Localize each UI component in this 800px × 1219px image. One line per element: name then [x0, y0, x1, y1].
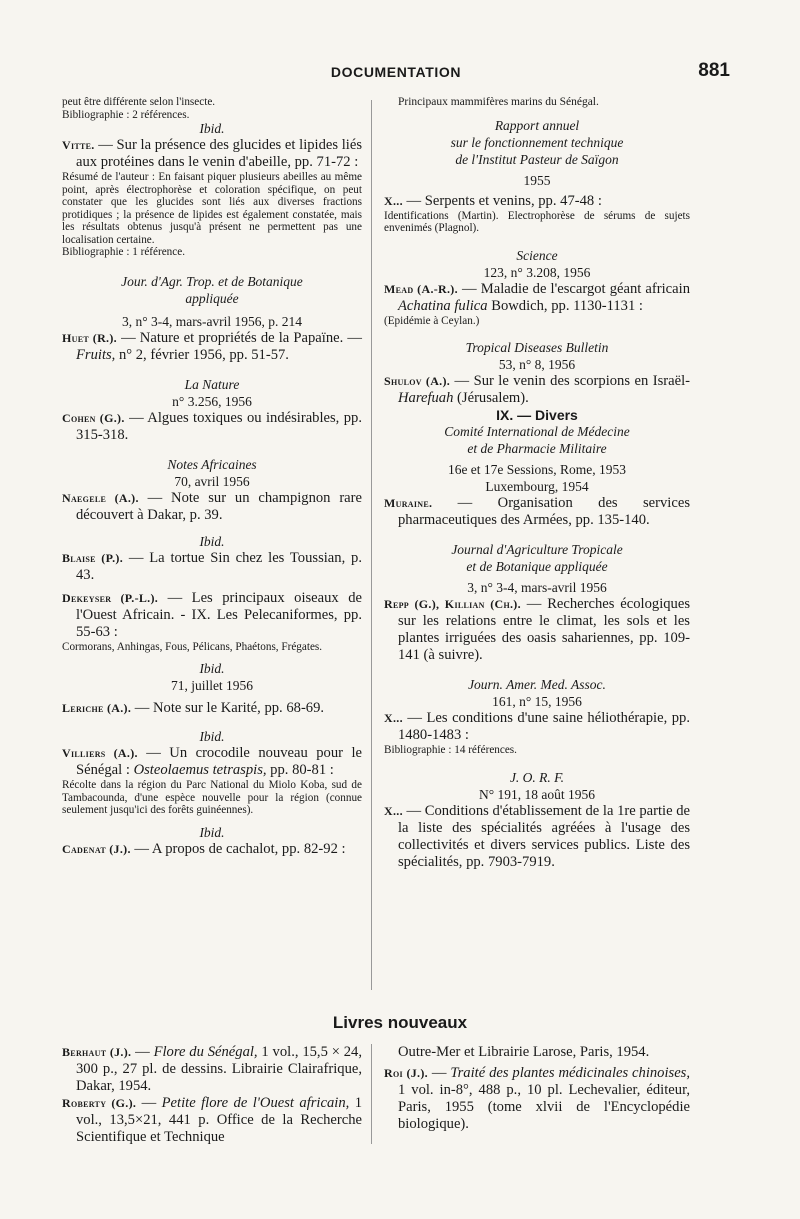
text-line: peut être différente selon l'insecte. [62, 96, 216, 108]
book-author: Roi (J.). [384, 1066, 428, 1080]
entry-author: Vitte. [62, 138, 95, 152]
entry-shulov [384, 373, 690, 407]
entry-title: — Note sur un champignon rare découvert à Dakar, p. 39. [76, 489, 362, 523]
entry-journal: Harefuah [398, 390, 454, 406]
book-roberty [62, 1095, 362, 1146]
entry-author: Shulov (A.). [384, 374, 451, 388]
source-issue: 70, avril 1956 [174, 473, 250, 489]
source-title: J. O. R. F. [509, 769, 565, 785]
page-number: 881 [698, 60, 730, 81]
entry-vitte [62, 137, 362, 171]
entry-author: Cohen (G.). [62, 410, 125, 425]
ibid-heading: Ibid. [199, 661, 225, 676]
entry-ref: n° 2, février 1956, pp. 51-57. [115, 346, 289, 363]
entry-journal: Fruits, [76, 346, 116, 363]
entry-note: Récolte dans la région du Parc National du Miolo Koba, sud de Tambacounda, d'une espèce nouvelle pour la région (connue seulement jusqu'ici des forêts guinéennes). [62, 779, 362, 816]
livres-left-column [62, 1044, 362, 1146]
book-title: Flore du Sénégal, [153, 1044, 258, 1060]
source-title: Comité International de Médecine [444, 424, 630, 439]
book-roi [384, 1065, 690, 1133]
entry-note: Résumé de l'auteur : En faisant piquer plusieurs abeilles au même point, après électrophorèse et coloration spécifique, on peut constater que les glucides sont liés aux diverses fractions protidiques ; la présence de lipides est également constatée, mais les résultats obtenus jusqu'à présent ne permettent pas une localisation certaine. [62, 171, 362, 246]
entry-title: — Note sur le Karité, pp. 68-69. [131, 700, 325, 716]
entry-leriche [62, 700, 362, 717]
entry-author: Dekeyser (P.-L.). [62, 590, 159, 605]
source-title: Tropical Diseases Bulletin [465, 340, 609, 355]
ibid-heading: Ibid. [199, 121, 225, 136]
source-title: La Nature [184, 376, 240, 392]
entry-dekeyser [62, 590, 362, 641]
entry-title: — Sur le venin des scorpions en Israël- [450, 373, 690, 389]
entry-muraine [384, 495, 690, 529]
entry-author: X... [384, 803, 403, 818]
bibliography-note: Bibliographie : 2 références. [62, 108, 190, 121]
source-title: Jour. d'Agr. Trop. et de Botanique [121, 273, 303, 289]
entry-naegele [62, 490, 362, 524]
book-details: 1 vol., 13,5×21, 441 p. Office de la Recherche Scientifique et Technique [76, 1095, 362, 1145]
entry-author: Huet (R.). [62, 330, 117, 345]
page-header [62, 60, 730, 86]
entry-cadenat [62, 841, 362, 858]
source-issue: 123, n° 3.208, 1956 [483, 264, 591, 280]
ibid-heading: Ibid. [199, 729, 225, 744]
entry-cohen [62, 410, 362, 444]
book-dash: — [136, 1095, 162, 1111]
book-author: Roberty (G.). [62, 1096, 137, 1110]
source-title: et de Botanique appliquée [466, 559, 608, 574]
book-author: Berhaut (J.). [62, 1045, 132, 1059]
entry-x2 [384, 710, 690, 744]
entry-author: Muraine. [384, 496, 433, 510]
entry-author: Repp (G.), Killian (Ch.). [384, 597, 521, 611]
source-issue: n° 3.256, 1956 [172, 393, 252, 409]
source-issue: 53, n° 8, 1956 [498, 357, 576, 372]
entry-villiers [62, 745, 362, 779]
entry-x3 [384, 803, 690, 871]
book-dash: — [427, 1065, 451, 1081]
source-title: Journ. Amer. Med. Assoc. [468, 677, 606, 692]
book-dash: — [131, 1044, 154, 1060]
book-details: 1 vol., 15,5 × 24, 300 p., 27 pl. de dessins. Librairie Clairafrique, Dakar, 1954. [76, 1044, 363, 1094]
entry-title: — La tortue Sin chez les Toussian, p. 43. [76, 549, 362, 583]
entry-title: — Maladie de l'escargot géant africain [457, 280, 690, 297]
entry-title: — Organisation des services pharmaceutiques des Armées, pp. 135-140. [398, 495, 690, 528]
source-title: sur le fonctionnement technique [450, 134, 624, 150]
entry-x1 [384, 193, 690, 210]
source-issue: 3, n° 3-4, mars-avril 1956, p. 214 [121, 313, 303, 329]
left-column [62, 96, 362, 858]
source-title: de l'Institut Pasteur de Saïgon [455, 151, 619, 167]
entry-note: Cormorans, Anhingas, Fous, Pélicans, Phaétons, Frégates. [62, 640, 323, 653]
entry-author: Leriche (A.). [62, 701, 132, 715]
entry-author: Naegele (A.). [62, 490, 139, 505]
entry-title: — Sur la présence des glucides et lipides liés aux protéines dans le venin d'abeille, pp. 71-72 : [76, 137, 362, 170]
right-column [384, 96, 690, 871]
ibid-heading: Ibid. [199, 824, 225, 840]
book-berhaut [62, 1044, 362, 1095]
entry-title: — Un crocodile nouveau pour le Sénégal : [76, 745, 362, 778]
source-issue: 161, n° 15, 1956 [492, 694, 582, 709]
entry-title: — Nature et propriétés de la Papaïne. — [116, 329, 362, 346]
entry-title: — Les principaux oiseaux de l'Ouest Africain. - IX. Les Pelecaniformes, pp. 55-63 : [76, 589, 362, 640]
ibid-heading: Ibid. [199, 533, 225, 549]
section-title-livres: Livres nouveaux [332, 1013, 468, 1032]
source-title: Rapport annuel [494, 117, 580, 133]
entry-mead [384, 281, 690, 315]
source-issue: 16e et 17e Sessions, Rome, 1953 [447, 462, 627, 477]
book-title: Traité des plantes médicinales chinoises, [450, 1065, 691, 1081]
bibliography-note: Bibliographie : 1 référence. [62, 246, 186, 258]
source-title: et de Pharmacie Militaire [467, 441, 607, 456]
section-heading: IX. — Divers [496, 407, 578, 423]
entry-author: Cadenat (J.). [62, 841, 131, 856]
entry-huet [62, 330, 362, 364]
entry-species: Osteolaemus tetraspis, [133, 762, 267, 778]
book-continuation: Outre-Mer et Librairie Larose, Paris, 1954. [398, 1044, 650, 1060]
source-issue: Luxembourg, 1954 [485, 479, 589, 494]
column-divider [371, 1044, 372, 1144]
entry-species: Achatina fulica [398, 297, 488, 314]
source-title: Science [516, 247, 558, 263]
source-issue: 3, n° 3-4, mars-avril 1956 [467, 580, 607, 595]
entry-ref: Bowdich, pp. 1130-1131 : [487, 297, 643, 314]
running-title: DOCUMENTATION [330, 64, 462, 80]
entry-title: — Algues toxiques ou indésirables, pp. 315-318. [76, 409, 362, 443]
entry-title: — Les conditions d'une saine héliothérapie, pp. 1480-1483 : [398, 710, 690, 743]
entry-repp [384, 596, 690, 664]
livres-right-column [384, 1044, 690, 1133]
entry-author: Mead (A.-R.). [384, 281, 458, 296]
source-title: Notes Africaines [167, 456, 257, 472]
entry-title: — Recherches écologiques sur les relations entre le climat, les sols et les plantes irriguées des oasis sahariennes, pp. 109-141 (à suivre). [398, 596, 690, 663]
entry-author: X... [384, 193, 403, 208]
entry-title: — Conditions d'établissement de la 1re partie de la liste des spécialités agréées à l'usage des collectivités et divers services publics. Liste des spécialités, pp. 7903-7919. [398, 802, 691, 870]
entry-author: Blaise (P.). [62, 550, 124, 565]
entry-author: X... [384, 711, 403, 725]
book-title: Petite flore de l'Ouest africain, [161, 1095, 350, 1111]
entry-author: Villiers (A.). [62, 746, 138, 760]
source-issue: 71, juillet 1956 [170, 678, 254, 693]
bibliography-note: Bibliographie : 14 références. [384, 744, 517, 756]
entry-note: (Epidémie à Ceylan.) [384, 314, 480, 327]
entry-ref: (Jérusalem). [453, 390, 529, 406]
entry-title: — A propos de cachalot, pp. 82-92 : [130, 840, 346, 857]
source-issue: 1955 [523, 172, 551, 188]
entry-title: — Serpents et venins, pp. 47-48 : [402, 192, 602, 209]
entry-ref: pp. 80-81 : [266, 762, 334, 778]
source-title: appliquée [185, 290, 239, 306]
entry-note: Principaux mammifères marins du Sénégal. [398, 96, 599, 108]
entry-blaise [62, 550, 362, 584]
book-details: 1 vol. in-8°, 488 p., 10 pl. Lechevalier, éditeur, Paris, 1955 (tome xlvii de l'Encyclopédie biologique). [398, 1082, 690, 1132]
entry-note: Identifications (Martin). Electrophorèse de sérums de sujets envenimés (Plagnol). [384, 209, 690, 234]
source-title: Journal d'Agriculture Tropicale [451, 542, 623, 557]
column-divider [371, 100, 372, 990]
source-issue: N° 191, 18 août 1956 [478, 786, 595, 802]
